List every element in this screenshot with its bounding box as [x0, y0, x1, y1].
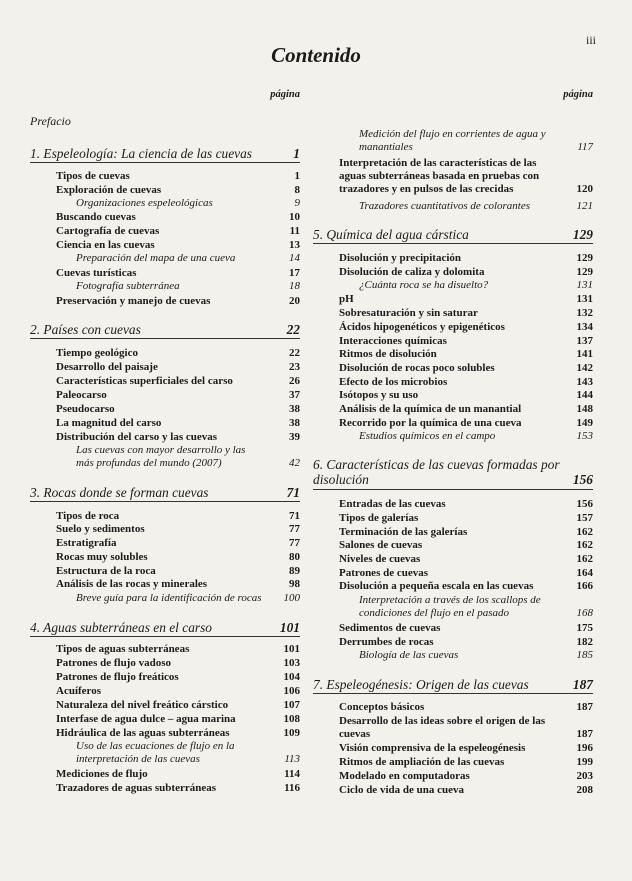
toc-section-entry[interactable] [30, 431, 300, 444]
entry-title: Entradas de las cuevas [339, 498, 446, 510]
toc-section-entry[interactable] [30, 727, 300, 740]
entry-title: Trazadores de aguas subterráneas [56, 782, 217, 794]
entry-title: Disolución y precipitación [339, 252, 462, 264]
entry-page-number: 196 [576, 742, 593, 754]
entry-title: pH [339, 293, 354, 305]
entry-title: Breve guía para la identificación de rocas [76, 592, 262, 604]
entry-page-number: 38 [289, 417, 300, 429]
entry-page-number: 141 [576, 348, 593, 360]
toc-preface[interactable]: Prefacio [30, 114, 71, 128]
chapter-rule [313, 243, 593, 244]
toc-section-entry[interactable] [30, 685, 300, 698]
entry-page-number: 149 [576, 417, 593, 429]
entry-page-number: 144 [576, 389, 593, 401]
entry-page-number: 77 [289, 537, 300, 549]
page-title: Contenido [271, 43, 361, 67]
chapter-rule [30, 162, 300, 163]
entry-page-number: 10 [289, 211, 300, 223]
entry-page-number: 117 [577, 141, 593, 153]
toc-section-entry[interactable] [30, 713, 300, 726]
entry-title: Conceptos básicos [339, 701, 425, 713]
toc-section-entry[interactable] [30, 211, 300, 224]
toc-chapter-entry[interactable] [30, 485, 300, 500]
entry-page-number: 187 [576, 728, 593, 740]
toc-section-entry[interactable] [30, 403, 300, 416]
entry-title: Hidráulica de las aguas subterráneas [56, 727, 230, 739]
entry-title: Rocas muy solubles [56, 551, 148, 563]
toc-section-entry[interactable] [30, 170, 300, 183]
entry-title: Estratigrafía [56, 537, 117, 549]
entry-page-number: 17 [289, 267, 300, 279]
entry-page-number: 187 [576, 701, 593, 713]
entry-page-number: 20 [289, 295, 300, 307]
toc-section-entry[interactable] [313, 389, 593, 402]
toc-section-entry[interactable] [30, 643, 300, 656]
entry-page-number: 156 [576, 498, 593, 510]
toc-section-entry[interactable] [313, 770, 593, 783]
toc-section-entry[interactable] [313, 784, 593, 797]
entry-page-number: 101 [279, 620, 300, 635]
toc-section-entry[interactable] [313, 553, 593, 566]
entry-title: Análisis de la química de un manantial [339, 403, 522, 415]
toc-chapter-entry[interactable] [30, 146, 300, 161]
toc-section-entry[interactable] [30, 375, 300, 388]
entry-page-number: 38 [289, 403, 300, 415]
entry-title: Visión comprensiva de la espeleogénesis [339, 742, 526, 754]
toc-section-entry[interactable] [313, 157, 593, 196]
entry-page-number: 8 [294, 184, 300, 196]
entry-page-number: 22 [289, 347, 300, 359]
page-column-header: página [270, 89, 300, 100]
entry-title: Trazadores cuantitativos de colorantes [359, 200, 531, 212]
toc-section-entry[interactable] [313, 498, 593, 511]
entry-page-number: 89 [289, 565, 300, 577]
toc-section-entry[interactable] [313, 622, 593, 635]
entry-page-number: 14 [289, 252, 300, 264]
entry-page-number: 148 [576, 403, 593, 415]
toc-subsection-entry[interactable] [30, 252, 300, 265]
toc-section-entry[interactable] [30, 389, 300, 402]
entry-title: 6. Características de las cuevas formadas por disolución [313, 457, 560, 487]
entry-page-number: 71 [289, 510, 300, 522]
entry-title: Distribución del carso y las cuevas [56, 431, 218, 443]
toc-section-entry[interactable] [313, 293, 593, 306]
toc-section-entry[interactable] [313, 348, 593, 361]
entry-page-number: 39 [289, 431, 300, 443]
toc-section-entry[interactable] [313, 266, 593, 279]
toc-subsection-entry[interactable] [30, 197, 300, 210]
entry-page-number: 101 [283, 643, 300, 655]
toc-section-entry[interactable] [313, 512, 593, 525]
entry-title: Interpretación a través de los scallops de condiciones del flujo en el pasado [359, 594, 541, 619]
entry-page-number: 18 [289, 280, 300, 292]
entry-page-number: 120 [576, 183, 593, 195]
entry-title: Características superficiales del carso [56, 375, 233, 387]
entry-title: Ciencia en las cuevas [56, 239, 155, 251]
toc-section-entry[interactable] [313, 526, 593, 539]
entry-page-number: 182 [576, 636, 593, 648]
toc-subsection-entry[interactable] [30, 740, 300, 766]
entry-page-number: 109 [283, 727, 300, 739]
entry-page-number: 143 [576, 376, 593, 388]
entry-page-number: 208 [576, 784, 593, 796]
entry-page-number: 162 [576, 526, 593, 538]
toc-section-entry[interactable] [30, 537, 300, 550]
entry-title: Ritmos de ampliación de las cuevas [339, 756, 505, 768]
entry-page-number: 142 [576, 362, 593, 374]
entry-title: 7. Espeleogénesis: Origen de las cuevas [313, 677, 529, 692]
entry-page-number: 1 [293, 146, 300, 161]
entry-title: Disolución de caliza y dolomita [339, 266, 485, 278]
toc-section-entry[interactable] [313, 567, 593, 580]
toc-section-entry[interactable] [313, 756, 593, 769]
toc-section-entry[interactable] [30, 671, 300, 684]
toc-subsection-entry[interactable] [313, 128, 593, 154]
entry-page-number: 131 [576, 293, 593, 305]
entry-title: Suelo y sedimentos [56, 523, 145, 535]
toc-section-entry[interactable] [30, 295, 300, 308]
entry-page-number: 175 [576, 622, 593, 634]
toc-chapter-entry[interactable] [30, 620, 300, 635]
entry-title: ¿Cuánta roca se ha disuelto? [359, 279, 489, 291]
entry-title: Tipos de cuevas [56, 170, 130, 182]
entry-title: Fotografía subterránea [76, 280, 180, 292]
entry-title: Desarrollo de las ideas sobre el origen de las cuevas [339, 715, 546, 740]
entry-title: Cuevas turísticas [56, 267, 137, 279]
toc-section-entry[interactable] [313, 335, 593, 348]
toc-section-entry[interactable] [30, 551, 300, 564]
toc-section-entry[interactable] [313, 636, 593, 649]
entry-page-number: 166 [576, 580, 593, 592]
toc-chapter-entry[interactable] [313, 227, 593, 242]
entry-title: Mediciones de flujo [56, 768, 148, 780]
toc-chapter-entry[interactable] [313, 677, 593, 692]
entry-title: 2. Países con cuevas [30, 322, 141, 337]
toc-subsection-entry[interactable] [30, 280, 300, 293]
page-number: iii [586, 33, 597, 47]
entry-page-number: 11 [289, 225, 300, 237]
entry-page-number: 9 [294, 197, 300, 209]
entry-page-number: 104 [283, 671, 300, 683]
entry-title: 5. Química del agua cárstica [313, 227, 469, 242]
entry-title: 3. Rocas donde se forman cuevas [30, 485, 209, 500]
entry-title: Patrones de cuevas [339, 567, 429, 579]
entry-title: Ritmos de disolución [339, 348, 437, 360]
entry-page-number: 26 [289, 375, 300, 387]
toc-section-entry[interactable] [313, 580, 593, 593]
entry-title: Tipos de galerías [339, 512, 419, 524]
entry-title: Organizaciones espeleológicas [76, 197, 213, 209]
entry-title: Buscando cuevas [56, 211, 136, 223]
entry-page-number: 77 [289, 523, 300, 535]
entry-title: Ácidos hipogenéticos y epigenéticos [339, 321, 505, 333]
entry-title: Preparación del mapa de una cueva [76, 252, 236, 264]
entry-page-number: 22 [286, 322, 300, 337]
toc-section-entry[interactable] [30, 510, 300, 523]
chapter-rule [30, 338, 300, 339]
entry-title: 1. Espeleología: La ciencia de las cuevas [30, 146, 253, 161]
entry-page-number: 116 [284, 782, 300, 794]
entry-page-number: 137 [576, 335, 593, 347]
entry-page-number: 129 [576, 266, 593, 278]
entry-title: Modelado en computadoras [339, 770, 470, 782]
entry-title: 4. Aguas subterráneas en el carso [30, 620, 213, 635]
entry-title: Ciclo de vida de una cueva [339, 784, 464, 796]
toc-section-entry[interactable] [30, 565, 300, 578]
toc-subsection-entry[interactable] [30, 444, 300, 470]
entry-title: Sobresaturación y sin saturar [339, 307, 478, 319]
chapter-rule [313, 489, 593, 490]
toc-subsection-entry[interactable] [313, 200, 593, 213]
entry-page-number: 103 [283, 657, 300, 669]
toc-section-entry[interactable] [30, 184, 300, 197]
entry-title: Sedimentos de cuevas [339, 622, 441, 634]
entry-title: Acuíferos [56, 685, 102, 697]
entry-page-number: 132 [576, 307, 593, 319]
entry-page-number: 121 [576, 200, 593, 212]
entry-title: Las cuevas con mayor desarrollo y las más profundas del mundo (2007) [76, 444, 246, 469]
toc-section-entry[interactable] [313, 417, 593, 430]
toc-section-entry[interactable] [30, 578, 300, 591]
toc-section-entry[interactable] [30, 768, 300, 781]
entry-title: Isótopos y su uso [339, 389, 419, 401]
toc-chapter-entry[interactable] [30, 322, 300, 337]
toc-subsection-entry[interactable] [313, 430, 593, 443]
toc-section-entry[interactable] [313, 701, 593, 714]
entry-title: Paleocarso [56, 389, 107, 401]
toc-section-entry[interactable] [30, 782, 300, 795]
toc-section-entry[interactable] [313, 539, 593, 552]
chapter-rule [30, 501, 300, 502]
entry-page-number: 107 [283, 699, 300, 711]
entry-page-number: 162 [576, 553, 593, 565]
entry-title: Interacciones químicas [339, 335, 447, 347]
entry-page-number: 162 [576, 539, 593, 551]
toc-section-entry[interactable] [30, 225, 300, 238]
entry-title: Pseudocarso [56, 403, 115, 415]
entry-title: Salones de cuevas [339, 539, 423, 551]
toc-section-entry[interactable] [30, 267, 300, 280]
entry-title: Desarrollo del paisaje [56, 361, 158, 373]
entry-title: Uso de las ecuaciones de flujo en la interpretación de las cuevas [76, 740, 235, 765]
toc-section-entry[interactable] [30, 361, 300, 374]
entry-title: Naturaleza del nivel freático cárstico [56, 699, 229, 711]
chapter-rule [313, 693, 593, 694]
entry-page-number: 129 [572, 227, 593, 242]
entry-title: Estudios químicos en el campo [359, 430, 496, 442]
entry-page-number: 42 [289, 457, 300, 469]
entry-page-number: 100 [283, 592, 300, 604]
chapter-rule [30, 636, 300, 637]
toc-section-entry[interactable] [313, 715, 593, 741]
toc-subsection-entry[interactable] [313, 649, 593, 662]
toc-section-entry[interactable] [313, 307, 593, 320]
toc-chapter-entry[interactable] [313, 457, 593, 487]
toc-section-entry[interactable] [30, 657, 300, 670]
entry-title: Tipos de roca [56, 510, 120, 522]
toc-section-entry[interactable] [313, 403, 593, 416]
toc-subsection-entry[interactable] [313, 279, 593, 292]
entry-page-number: 185 [576, 649, 593, 661]
entry-title: Interfase de agua dulce – agua marina [56, 713, 236, 725]
page-column-header: página [563, 89, 593, 100]
toc-section-entry[interactable] [313, 362, 593, 375]
toc-section-entry[interactable] [30, 699, 300, 712]
entry-page-number: 131 [576, 279, 593, 291]
entry-page-number: 164 [576, 567, 593, 579]
entry-page-number: 108 [283, 713, 300, 725]
toc-section-entry[interactable] [313, 252, 593, 265]
entry-title: Biología de las cuevas [359, 649, 459, 661]
entry-page-number: 80 [289, 551, 300, 563]
entry-page-number: 203 [576, 770, 593, 782]
entry-title: Interpretación de las características de las aguas subterráneas basada en pruebas con trazadores y en pulsos de las crecidas [339, 157, 540, 195]
entry-page-number: 153 [576, 430, 593, 442]
entry-title: Patrones de flujo vadoso [56, 657, 171, 669]
entry-title: Niveles de cuevas [339, 553, 421, 565]
entry-page-number: 1 [294, 170, 300, 182]
toc-section-entry[interactable] [30, 239, 300, 252]
entry-title: Medición del flujo en corrientes de agua y manantiales [359, 128, 546, 153]
entry-title: La magnitud del carso [56, 417, 162, 429]
entry-page-number: 71 [286, 485, 300, 500]
entry-page-number: 129 [576, 252, 593, 264]
toc-section-entry[interactable] [313, 742, 593, 755]
entry-page-number: 23 [289, 361, 300, 373]
entry-page-number: 156 [572, 472, 593, 487]
entry-title: Preservación y manejo de cuevas [56, 295, 211, 307]
entry-page-number: 187 [572, 677, 593, 692]
entry-title: Derrumbes de rocas [339, 636, 434, 648]
entry-page-number: 168 [576, 607, 593, 619]
entry-page-number: 134 [576, 321, 593, 333]
toc-section-entry[interactable] [313, 376, 593, 389]
toc-subsection-entry[interactable] [30, 592, 300, 605]
toc-section-entry[interactable] [30, 347, 300, 360]
entry-title: Cartografía de cuevas [56, 225, 160, 237]
entry-title: Terminación de las galerías [339, 526, 468, 538]
toc-section-entry[interactable] [30, 523, 300, 536]
entry-page-number: 199 [576, 756, 593, 768]
toc-section-entry[interactable] [30, 417, 300, 430]
entry-page-number: 106 [283, 685, 300, 697]
entry-page-number: 114 [284, 768, 300, 780]
entry-page-number: 13 [289, 239, 300, 251]
entry-page-number: 37 [289, 389, 300, 401]
entry-title: Tiempo geológico [56, 347, 138, 359]
toc-subsection-entry[interactable] [313, 594, 593, 620]
entry-title: Disolución a pequeña escala en las cuevas [339, 580, 534, 592]
entry-title: Estructura de la roca [56, 565, 156, 577]
toc-section-entry[interactable] [313, 321, 593, 334]
entry-title: Efecto de los microbios [339, 376, 448, 388]
entry-title: Recorrido por la química de una cueva [339, 417, 522, 429]
entry-page-number: 98 [289, 578, 300, 590]
entry-title: Análisis de las rocas y minerales [56, 578, 208, 590]
entry-title: Patrones de flujo freáticos [56, 671, 179, 683]
entry-page-number: 113 [284, 753, 300, 765]
entry-title: Exploración de cuevas [56, 184, 162, 196]
entry-title: Disolución de rocas poco solubles [339, 362, 495, 374]
entry-page-number: 157 [576, 512, 593, 524]
entry-title: Tipos de aguas subterráneas [56, 643, 190, 655]
